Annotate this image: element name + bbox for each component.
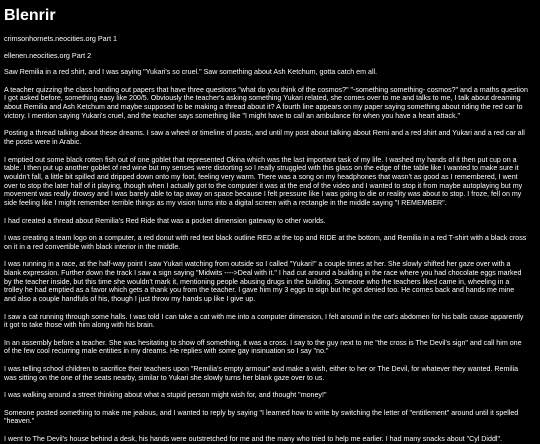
paragraph: I saw a cat running through some halls. I was told I can take a cat with me into a computer dimension, I felt around in the cat's abdomen for his balls cause apparently it got to take those with him along with his brain. bbox=[4, 312, 524, 330]
paragraph: I was telling school children to sacrifice their teachers upon "Remilia's empty armour" and make a wish, either to her or The Devil, for whatever they wanted. Remilia was sitting on the one of the seats nearby, similar to Yukari she slowly turns her blank gaze over to us. bbox=[4, 364, 519, 382]
paragraph: A teacher quizzing the class handing out papers that have three questions "what do you think of the cosmos?" "-something something- cosmos?" and a maths question I got asked before, something easy like 200/5. Obviously the teacher's asking something Yukari related, she comes over to me and talks to me, I talk about dreaming about Remilia and Ash Ketchum and maybe supposed to be making a thread about it? A fourth line appears on my paper saying something about riding the red car to victory. I mention saying Yukari's cruel, and the teacher says something like "I might have to call an ambulance for when you have a heart attack." bbox=[4, 85, 528, 120]
paragraph: I emptied out some black rotten fish out of one goblet that represented Okina which was the last important task of my life. I washed my hands of it then put cup on a table. I then put up another goblet of red wine but my senses were distorting so I really struggled with this glass on the edge of the table like I wanted to make sure it wouldn't fall, a little bit spilled and dripped down onto my foot, feeling very warm. There was a song on my headphones that wasn't as good as I remembered, I went over to stop the later half of it playing, though when I actually got to the computer it was at the end of the video and I wanted to stop it from maybe autoplaying but my movement was really drowsy and I was barely able to tap away on space because I felt pressure like I was going to die or reality was about to stop. I froze, fell on my side feeling like I might remember terrible things as my vision turns into a digital screen with a rectangle in the middle saying "I REMEMBER". bbox=[4, 155, 523, 208]
paragraph: Saw Remilia in a red shirt, and I was saying "Yukari's so cruel." Saw something about Ash Ketchum, gotta catch em all. bbox=[4, 68, 378, 77]
paragraph: I was walking around a street thinking about what a stupid person might wish for, and thought "money!" bbox=[4, 391, 327, 400]
part-2-link[interactable]: ellenen.neocities.org Part 2 bbox=[4, 50, 92, 60]
paragraph: I was running in a race, at the half-way point I saw Yukari watching from outside so I called "Yukari!" a couple times at her. She slowly shifted her gaze over with a blank expression. Further down the track I saw a sign saying "Midwits ---->Deal with it." I had cut around a building in the race where you had chocolate eggs marked by the teacher inside, but this time she wouldn't mark it, mentioning people abusing drugs in the building. Someone who the teachers liked came in, wheeling in a trolley he had emptied as a favor which gets a thank you from the teacher. I gave him my 3 eggs to sign but he got denied too. He comes back and hands me mine and also a couple handfuls of his, though I just throw my hands up like I give up. bbox=[4, 260, 522, 304]
paragraph: I went to The Devil's house behind a desk, his hands were outstretched for me and the many who tried to help me earlier. I had many snacks about "Cyl Diddl". bbox=[4, 434, 502, 443]
paragraph: I had created a thread about Remilia's Red Ride that was a pocket dimension gateway to other worlds. bbox=[4, 216, 326, 225]
paragraph: Someone posted something to make me jealous, and I wanted to reply by saying "I learned how to write by switching the letter of "entitlement" around until it spelled "heaven." bbox=[4, 408, 519, 426]
part-1-link[interactable]: crimsonhornets.neocities.org Part 1 bbox=[4, 34, 118, 43]
paragraph: In an assembly before a teacher. She was hesitating to show off something, it was a cross. I say to the guy next to me "the cross is The Devil's sign" and call him one of the few cool recurring male entities in my dreams. He replies with some gay insinuation so I say "no." bbox=[4, 338, 522, 356]
paragraph: I was creating a team logo on a computer, a red donut with red text black outline RED at the top and RIDE at the bottom, and Remilia in a red T-shirt with a black cross on it in a red convertible with black interior in the middle. bbox=[4, 234, 527, 251]
paragraph: Posting a thread talking about these dreams. I saw a wheel or timeline of posts, and until my post about talking about Remi and a red shirt and Yukari and a red car all the posts were in Arabic. bbox=[4, 129, 525, 146]
page-title: Blenrir bbox=[4, 7, 56, 24]
